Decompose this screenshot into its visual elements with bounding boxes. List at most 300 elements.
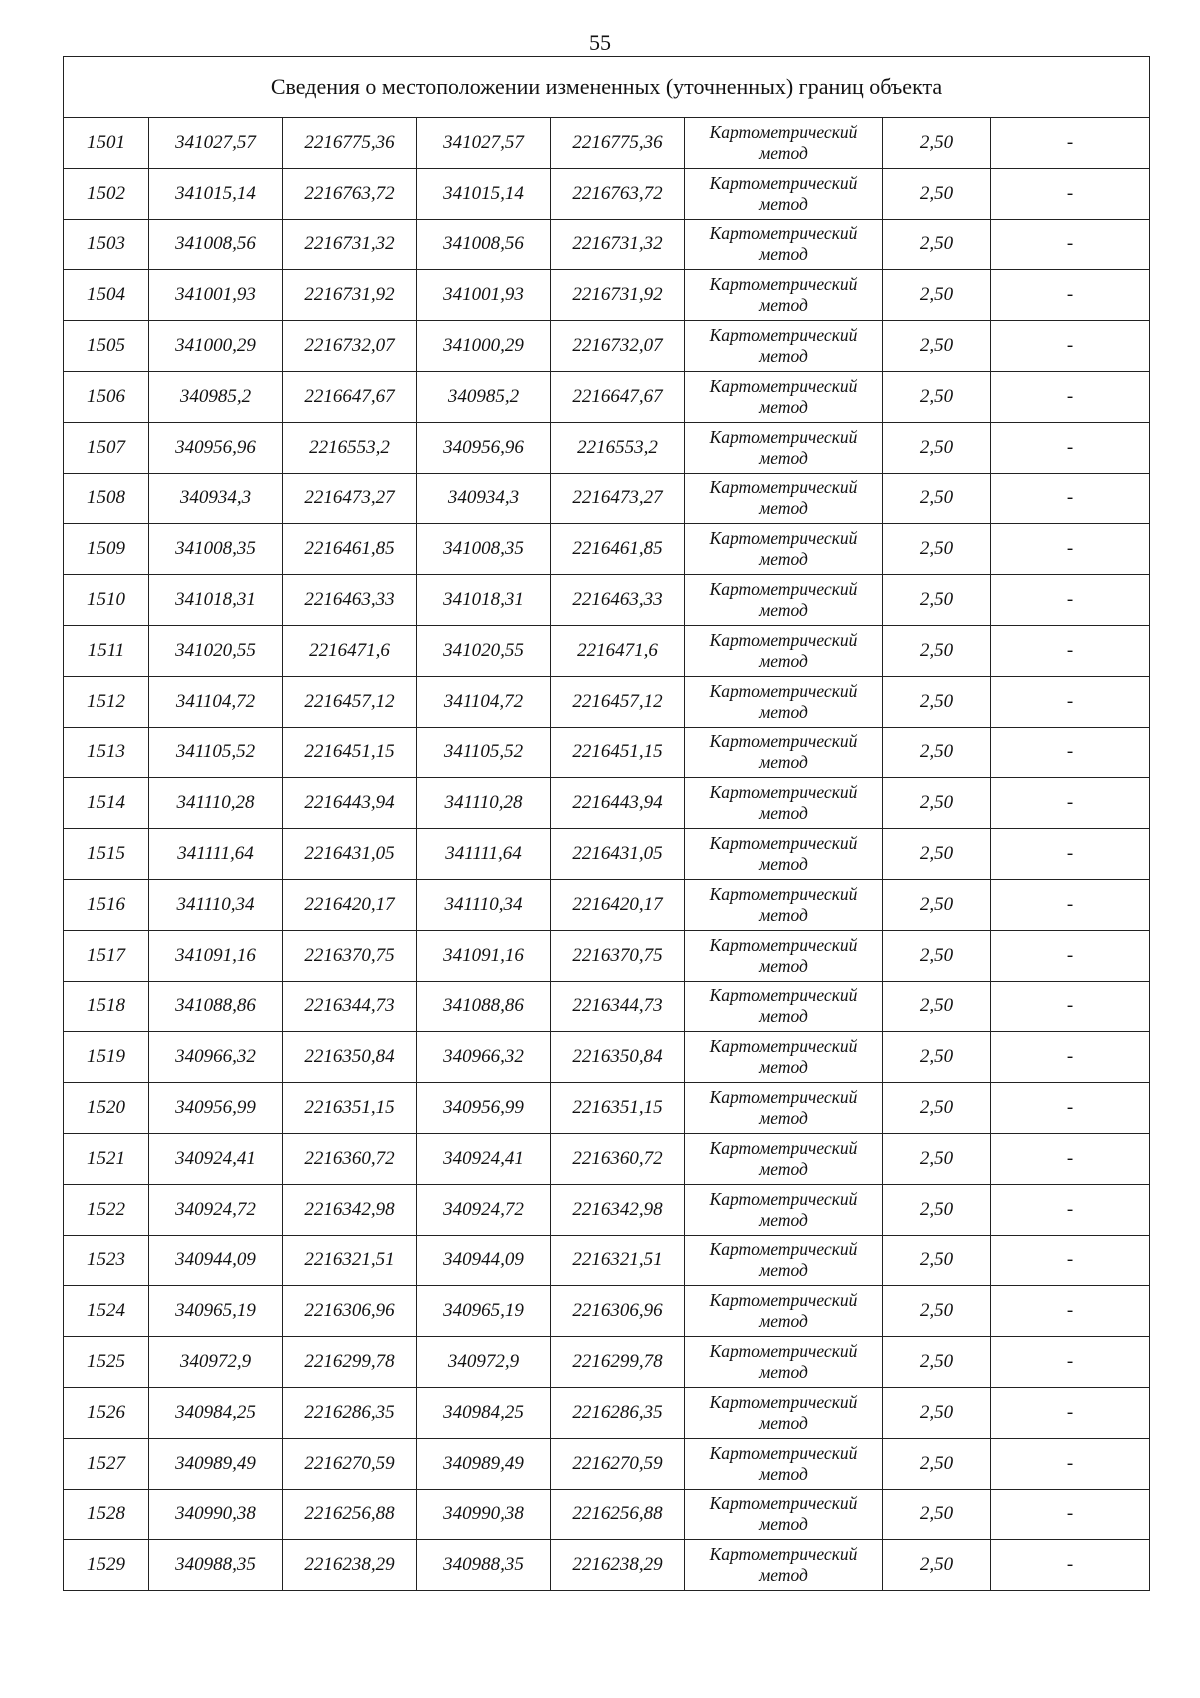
method-line-2: метод (759, 650, 808, 671)
note-cell: - (991, 575, 1150, 626)
x-coordinate-new-cell: 341111,64 (417, 829, 551, 880)
method-line-1: Картометрический (709, 1544, 858, 1565)
table-row (64, 1133, 1150, 1184)
x-coordinate-cell: 341111,64 (149, 829, 283, 880)
method-cell (685, 1438, 883, 1489)
method-line-2: метод (759, 295, 808, 316)
y-coordinate-new-cell: 2216732,07 (551, 321, 685, 372)
x-coordinate-cell: 340990,38 (149, 1489, 283, 1540)
x-coordinate-cell: 341091,16 (149, 930, 283, 981)
y-coordinate-new-cell: 2216270,59 (551, 1438, 685, 1489)
x-coordinate-new-cell: 341105,52 (417, 727, 551, 778)
y-coordinate-new-cell: 2216342,98 (551, 1184, 685, 1235)
table-row (64, 321, 1150, 372)
y-coordinate-cell: 2216256,88 (283, 1489, 417, 1540)
table-row (64, 981, 1150, 1032)
method-cell (685, 473, 883, 524)
method-cell (685, 270, 883, 321)
point-number-cell: 1504 (64, 270, 149, 321)
method-cell (685, 118, 883, 169)
method-cell (685, 930, 883, 981)
y-coordinate-cell: 2216473,27 (283, 473, 417, 524)
method-cell (685, 1286, 883, 1337)
method-line-2: метод (759, 447, 808, 468)
x-coordinate-new-cell: 340944,09 (417, 1235, 551, 1286)
table-title: Сведения о местоположении измененных (уточненных) границ объекта (64, 57, 1150, 118)
method-line-2: метод (759, 1311, 808, 1332)
method-line-1: Картометрический (709, 833, 858, 854)
x-coordinate-new-cell: 340985,2 (417, 371, 551, 422)
note-cell: - (991, 625, 1150, 676)
table-row (64, 676, 1150, 727)
method-line-2: метод (759, 1158, 808, 1179)
method-line-2: метод (759, 955, 808, 976)
method-cell (685, 371, 883, 422)
x-coordinate-cell: 340944,09 (149, 1235, 283, 1286)
table-row (64, 473, 1150, 524)
point-number-cell: 1527 (64, 1438, 149, 1489)
x-coordinate-new-cell: 341015,14 (417, 168, 551, 219)
method-line-2: метод (759, 1463, 808, 1484)
method-line-2: метод (759, 498, 808, 519)
y-coordinate-new-cell: 2216553,2 (551, 422, 685, 473)
y-coordinate-cell: 2216351,15 (283, 1083, 417, 1134)
x-coordinate-new-cell: 340972,9 (417, 1337, 551, 1388)
table-row (64, 879, 1150, 930)
point-number-cell: 1501 (64, 118, 149, 169)
table-row (64, 1489, 1150, 1540)
x-coordinate-cell: 340965,19 (149, 1286, 283, 1337)
method-line-1: Картометрический (709, 274, 858, 295)
point-number-cell: 1506 (64, 371, 149, 422)
y-coordinate-cell: 2216471,6 (283, 625, 417, 676)
table-row (64, 1032, 1150, 1083)
note-cell: - (991, 829, 1150, 880)
accuracy-cell: 2,50 (883, 1286, 991, 1337)
note-cell: - (991, 727, 1150, 778)
accuracy-cell: 2,50 (883, 1438, 991, 1489)
table-row (64, 422, 1150, 473)
method-line-1: Картометрический (709, 883, 858, 904)
point-number-cell: 1512 (64, 676, 149, 727)
point-number-cell: 1517 (64, 930, 149, 981)
x-coordinate-cell: 341018,31 (149, 575, 283, 626)
x-coordinate-cell: 340972,9 (149, 1337, 283, 1388)
method-line-2: метод (759, 142, 808, 163)
accuracy-cell: 2,50 (883, 1184, 991, 1235)
method-cell (685, 1540, 883, 1591)
table-row (64, 1286, 1150, 1337)
method-line-2: метод (759, 1412, 808, 1433)
note-cell: - (991, 473, 1150, 524)
table-row (64, 778, 1150, 829)
note-cell: - (991, 1337, 1150, 1388)
page-number: 55 (589, 30, 611, 55)
point-number-cell: 1503 (64, 219, 149, 270)
x-coordinate-cell: 340956,99 (149, 1083, 283, 1134)
x-coordinate-cell: 340956,96 (149, 422, 283, 473)
method-line-1: Картометрический (709, 375, 858, 396)
note-cell: - (991, 270, 1150, 321)
x-coordinate-cell: 340984,25 (149, 1387, 283, 1438)
method-line-1: Картометрический (709, 325, 858, 346)
method-cell (685, 168, 883, 219)
y-coordinate-new-cell: 2216647,67 (551, 371, 685, 422)
note-cell: - (991, 676, 1150, 727)
method-line-1: Картометрический (709, 629, 858, 650)
note-cell: - (991, 118, 1150, 169)
y-coordinate-new-cell: 2216321,51 (551, 1235, 685, 1286)
point-number-cell: 1502 (64, 168, 149, 219)
x-coordinate-cell: 340924,41 (149, 1133, 283, 1184)
table-row (64, 270, 1150, 321)
table-row (64, 524, 1150, 575)
method-line-2: метод (759, 1362, 808, 1383)
y-coordinate-cell: 2216321,51 (283, 1235, 417, 1286)
point-number-cell: 1525 (64, 1337, 149, 1388)
y-coordinate-new-cell: 2216350,84 (551, 1032, 685, 1083)
method-cell (685, 575, 883, 626)
method-cell (685, 1083, 883, 1134)
point-number-cell: 1516 (64, 879, 149, 930)
table-row (64, 371, 1150, 422)
y-coordinate-new-cell: 2216731,92 (551, 270, 685, 321)
note-cell: - (991, 778, 1150, 829)
y-coordinate-new-cell: 2216360,72 (551, 1133, 685, 1184)
y-coordinate-cell: 2216342,98 (283, 1184, 417, 1235)
table-row (64, 625, 1150, 676)
method-line-1: Картометрический (709, 934, 858, 955)
table-row (64, 575, 1150, 626)
y-coordinate-new-cell: 2216461,85 (551, 524, 685, 575)
accuracy-cell: 2,50 (883, 219, 991, 270)
y-coordinate-new-cell: 2216344,73 (551, 981, 685, 1032)
x-coordinate-new-cell: 340984,25 (417, 1387, 551, 1438)
accuracy-cell: 2,50 (883, 422, 991, 473)
method-line-1: Картометрический (709, 680, 858, 701)
y-coordinate-cell: 2216420,17 (283, 879, 417, 930)
accuracy-cell: 2,50 (883, 778, 991, 829)
x-coordinate-cell: 341110,34 (149, 879, 283, 930)
table-row (64, 1235, 1150, 1286)
method-line-2: метод (759, 1006, 808, 1027)
y-coordinate-new-cell: 2216299,78 (551, 1337, 685, 1388)
y-coordinate-new-cell: 2216238,29 (551, 1540, 685, 1591)
point-number-cell: 1529 (64, 1540, 149, 1591)
y-coordinate-cell: 2216731,32 (283, 219, 417, 270)
x-coordinate-new-cell: 341008,56 (417, 219, 551, 270)
x-coordinate-cell: 341000,29 (149, 321, 283, 372)
method-line-1: Картометрический (709, 223, 858, 244)
method-cell (685, 727, 883, 778)
method-cell (685, 981, 883, 1032)
note-cell: - (991, 879, 1150, 930)
y-coordinate-cell: 2216360,72 (283, 1133, 417, 1184)
point-number-cell: 1510 (64, 575, 149, 626)
accuracy-cell: 2,50 (883, 371, 991, 422)
method-line-2: метод (759, 396, 808, 417)
method-line-1: Картометрический (709, 1391, 858, 1412)
y-coordinate-new-cell: 2216471,6 (551, 625, 685, 676)
y-coordinate-cell: 2216451,15 (283, 727, 417, 778)
point-number-cell: 1515 (64, 829, 149, 880)
note-cell: - (991, 1489, 1150, 1540)
method-line-2: метод (759, 244, 808, 265)
method-cell (685, 1387, 883, 1438)
accuracy-cell: 2,50 (883, 930, 991, 981)
method-line-2: метод (759, 600, 808, 621)
table-row (64, 1083, 1150, 1134)
table-title-row (64, 57, 1150, 118)
point-number-cell: 1511 (64, 625, 149, 676)
accuracy-cell: 2,50 (883, 1032, 991, 1083)
x-coordinate-cell: 341020,55 (149, 625, 283, 676)
x-coordinate-cell: 341008,35 (149, 524, 283, 575)
table-row (64, 1337, 1150, 1388)
point-number-cell: 1521 (64, 1133, 149, 1184)
y-coordinate-new-cell: 2216306,96 (551, 1286, 685, 1337)
note-cell: - (991, 1387, 1150, 1438)
method-line-1: Картометрический (709, 172, 858, 193)
method-cell (685, 1235, 883, 1286)
method-line-1: Картометрический (709, 121, 858, 142)
accuracy-cell: 2,50 (883, 1083, 991, 1134)
method-line-2: метод (759, 701, 808, 722)
x-coordinate-cell: 341088,86 (149, 981, 283, 1032)
y-coordinate-new-cell: 2216431,05 (551, 829, 685, 880)
table-row (64, 219, 1150, 270)
method-line-2: метод (759, 1209, 808, 1230)
table-row (64, 727, 1150, 778)
method-cell (685, 625, 883, 676)
table-row (64, 1540, 1150, 1591)
method-cell (685, 676, 883, 727)
method-cell (685, 1032, 883, 1083)
accuracy-cell: 2,50 (883, 1235, 991, 1286)
x-coordinate-new-cell: 341027,57 (417, 118, 551, 169)
method-cell (685, 1133, 883, 1184)
accuracy-cell: 2,50 (883, 473, 991, 524)
method-line-2: метод (759, 1565, 808, 1586)
method-cell (685, 829, 883, 880)
y-coordinate-cell: 2216461,85 (283, 524, 417, 575)
y-coordinate-new-cell: 2216286,35 (551, 1387, 685, 1438)
accuracy-cell: 2,50 (883, 1387, 991, 1438)
note-cell: - (991, 524, 1150, 575)
y-coordinate-new-cell: 2216763,72 (551, 168, 685, 219)
method-line-1: Картометрический (709, 1036, 858, 1057)
y-coordinate-cell: 2216775,36 (283, 118, 417, 169)
x-coordinate-new-cell: 340924,72 (417, 1184, 551, 1235)
y-coordinate-new-cell: 2216420,17 (551, 879, 685, 930)
method-line-1: Картометрический (709, 1137, 858, 1158)
y-coordinate-new-cell: 2216351,15 (551, 1083, 685, 1134)
point-number-cell: 1519 (64, 1032, 149, 1083)
method-cell (685, 219, 883, 270)
x-coordinate-new-cell: 340990,38 (417, 1489, 551, 1540)
y-coordinate-new-cell: 2216457,12 (551, 676, 685, 727)
y-coordinate-cell: 2216350,84 (283, 1032, 417, 1083)
method-line-1: Картометрический (709, 1442, 858, 1463)
y-coordinate-cell: 2216299,78 (283, 1337, 417, 1388)
accuracy-cell: 2,50 (883, 1540, 991, 1591)
accuracy-cell: 2,50 (883, 321, 991, 372)
note-cell: - (991, 1540, 1150, 1591)
y-coordinate-new-cell: 2216775,36 (551, 118, 685, 169)
method-line-1: Картометрический (709, 579, 858, 600)
accuracy-cell: 2,50 (883, 1489, 991, 1540)
method-line-1: Картометрический (709, 1087, 858, 1108)
method-line-1: Картометрический (709, 1341, 858, 1362)
method-line-1: Картометрический (709, 528, 858, 549)
x-coordinate-new-cell: 341000,29 (417, 321, 551, 372)
method-line-2: метод (759, 854, 808, 875)
y-coordinate-cell: 2216553,2 (283, 422, 417, 473)
note-cell: - (991, 371, 1150, 422)
point-number-cell: 1509 (64, 524, 149, 575)
x-coordinate-new-cell: 340965,19 (417, 1286, 551, 1337)
accuracy-cell: 2,50 (883, 879, 991, 930)
note-cell: - (991, 1083, 1150, 1134)
method-line-2: метод (759, 752, 808, 773)
point-number-cell: 1505 (64, 321, 149, 372)
x-coordinate-cell: 340989,49 (149, 1438, 283, 1489)
method-line-1: Картометрический (709, 426, 858, 447)
note-cell: - (991, 422, 1150, 473)
y-coordinate-cell: 2216731,92 (283, 270, 417, 321)
method-line-1: Картометрический (709, 1493, 858, 1514)
x-coordinate-new-cell: 341110,28 (417, 778, 551, 829)
point-number-cell: 1520 (64, 1083, 149, 1134)
point-number-cell: 1508 (64, 473, 149, 524)
x-coordinate-new-cell: 341110,34 (417, 879, 551, 930)
accuracy-cell: 2,50 (883, 625, 991, 676)
table-row (64, 118, 1150, 169)
method-line-2: метод (759, 549, 808, 570)
point-number-cell: 1522 (64, 1184, 149, 1235)
x-coordinate-new-cell: 341104,72 (417, 676, 551, 727)
y-coordinate-cell: 2216443,94 (283, 778, 417, 829)
point-number-cell: 1507 (64, 422, 149, 473)
point-number-cell: 1524 (64, 1286, 149, 1337)
y-coordinate-cell: 2216431,05 (283, 829, 417, 880)
point-number-cell: 1513 (64, 727, 149, 778)
note-cell: - (991, 168, 1150, 219)
accuracy-cell: 2,50 (883, 981, 991, 1032)
note-cell: - (991, 1235, 1150, 1286)
y-coordinate-new-cell: 2216256,88 (551, 1489, 685, 1540)
x-coordinate-new-cell: 341091,16 (417, 930, 551, 981)
y-coordinate-cell: 2216286,35 (283, 1387, 417, 1438)
table-row (64, 1387, 1150, 1438)
accuracy-cell: 2,50 (883, 118, 991, 169)
x-coordinate-new-cell: 340956,96 (417, 422, 551, 473)
method-line-2: метод (759, 1514, 808, 1535)
x-coordinate-cell: 341001,93 (149, 270, 283, 321)
method-line-2: метод (759, 803, 808, 824)
accuracy-cell: 2,50 (883, 1133, 991, 1184)
note-cell: - (991, 1133, 1150, 1184)
x-coordinate-new-cell: 340988,35 (417, 1540, 551, 1591)
note-cell: - (991, 981, 1150, 1032)
x-coordinate-new-cell: 341008,35 (417, 524, 551, 575)
table-row (64, 168, 1150, 219)
accuracy-cell: 2,50 (883, 1337, 991, 1388)
point-number-cell: 1523 (64, 1235, 149, 1286)
x-coordinate-new-cell: 340989,49 (417, 1438, 551, 1489)
x-coordinate-cell: 340924,72 (149, 1184, 283, 1235)
note-cell: - (991, 1438, 1150, 1489)
y-coordinate-new-cell: 2216370,75 (551, 930, 685, 981)
method-line-2: метод (759, 193, 808, 214)
method-line-1: Картометрический (709, 731, 858, 752)
x-coordinate-cell: 341110,28 (149, 778, 283, 829)
y-coordinate-cell: 2216306,96 (283, 1286, 417, 1337)
point-number-cell: 1514 (64, 778, 149, 829)
accuracy-cell: 2,50 (883, 168, 991, 219)
x-coordinate-new-cell: 340956,99 (417, 1083, 551, 1134)
method-cell (685, 524, 883, 575)
y-coordinate-cell: 2216344,73 (283, 981, 417, 1032)
method-line-2: метод (759, 904, 808, 925)
method-line-1: Картометрический (709, 1239, 858, 1260)
boundary-table (63, 56, 1150, 1591)
x-coordinate-new-cell: 340924,41 (417, 1133, 551, 1184)
y-coordinate-new-cell: 2216731,32 (551, 219, 685, 270)
table-row (64, 1438, 1150, 1489)
y-coordinate-cell: 2216270,59 (283, 1438, 417, 1489)
x-coordinate-new-cell: 341020,55 (417, 625, 551, 676)
point-number-cell: 1518 (64, 981, 149, 1032)
method-line-1: Картометрический (709, 1290, 858, 1311)
accuracy-cell: 2,50 (883, 524, 991, 575)
x-coordinate-new-cell: 341001,93 (417, 270, 551, 321)
note-cell: - (991, 1032, 1150, 1083)
table-row (64, 1184, 1150, 1235)
note-cell: - (991, 321, 1150, 372)
y-coordinate-cell: 2216763,72 (283, 168, 417, 219)
accuracy-cell: 2,50 (883, 270, 991, 321)
x-coordinate-cell: 341105,52 (149, 727, 283, 778)
x-coordinate-cell: 341104,72 (149, 676, 283, 727)
point-number-cell: 1528 (64, 1489, 149, 1540)
x-coordinate-cell: 341008,56 (149, 219, 283, 270)
y-coordinate-cell: 2216647,67 (283, 371, 417, 422)
note-cell: - (991, 1184, 1150, 1235)
method-line-1: Картометрический (709, 1188, 858, 1209)
method-line-2: метод (759, 346, 808, 367)
accuracy-cell: 2,50 (883, 575, 991, 626)
x-coordinate-cell: 341027,57 (149, 118, 283, 169)
y-coordinate-new-cell: 2216463,33 (551, 575, 685, 626)
x-coordinate-cell: 340934,3 (149, 473, 283, 524)
x-coordinate-new-cell: 340966,32 (417, 1032, 551, 1083)
method-line-1: Картометрический (709, 477, 858, 498)
accuracy-cell: 2,50 (883, 829, 991, 880)
accuracy-cell: 2,50 (883, 727, 991, 778)
y-coordinate-cell: 2216463,33 (283, 575, 417, 626)
x-coordinate-cell: 340988,35 (149, 1540, 283, 1591)
method-line-2: метод (759, 1108, 808, 1129)
method-cell (685, 422, 883, 473)
method-line-2: метод (759, 1260, 808, 1281)
method-cell (685, 321, 883, 372)
method-cell (685, 1184, 883, 1235)
table-row (64, 829, 1150, 880)
y-coordinate-cell: 2216732,07 (283, 321, 417, 372)
method-line-1: Картометрический (709, 985, 858, 1006)
y-coordinate-new-cell: 2216443,94 (551, 778, 685, 829)
